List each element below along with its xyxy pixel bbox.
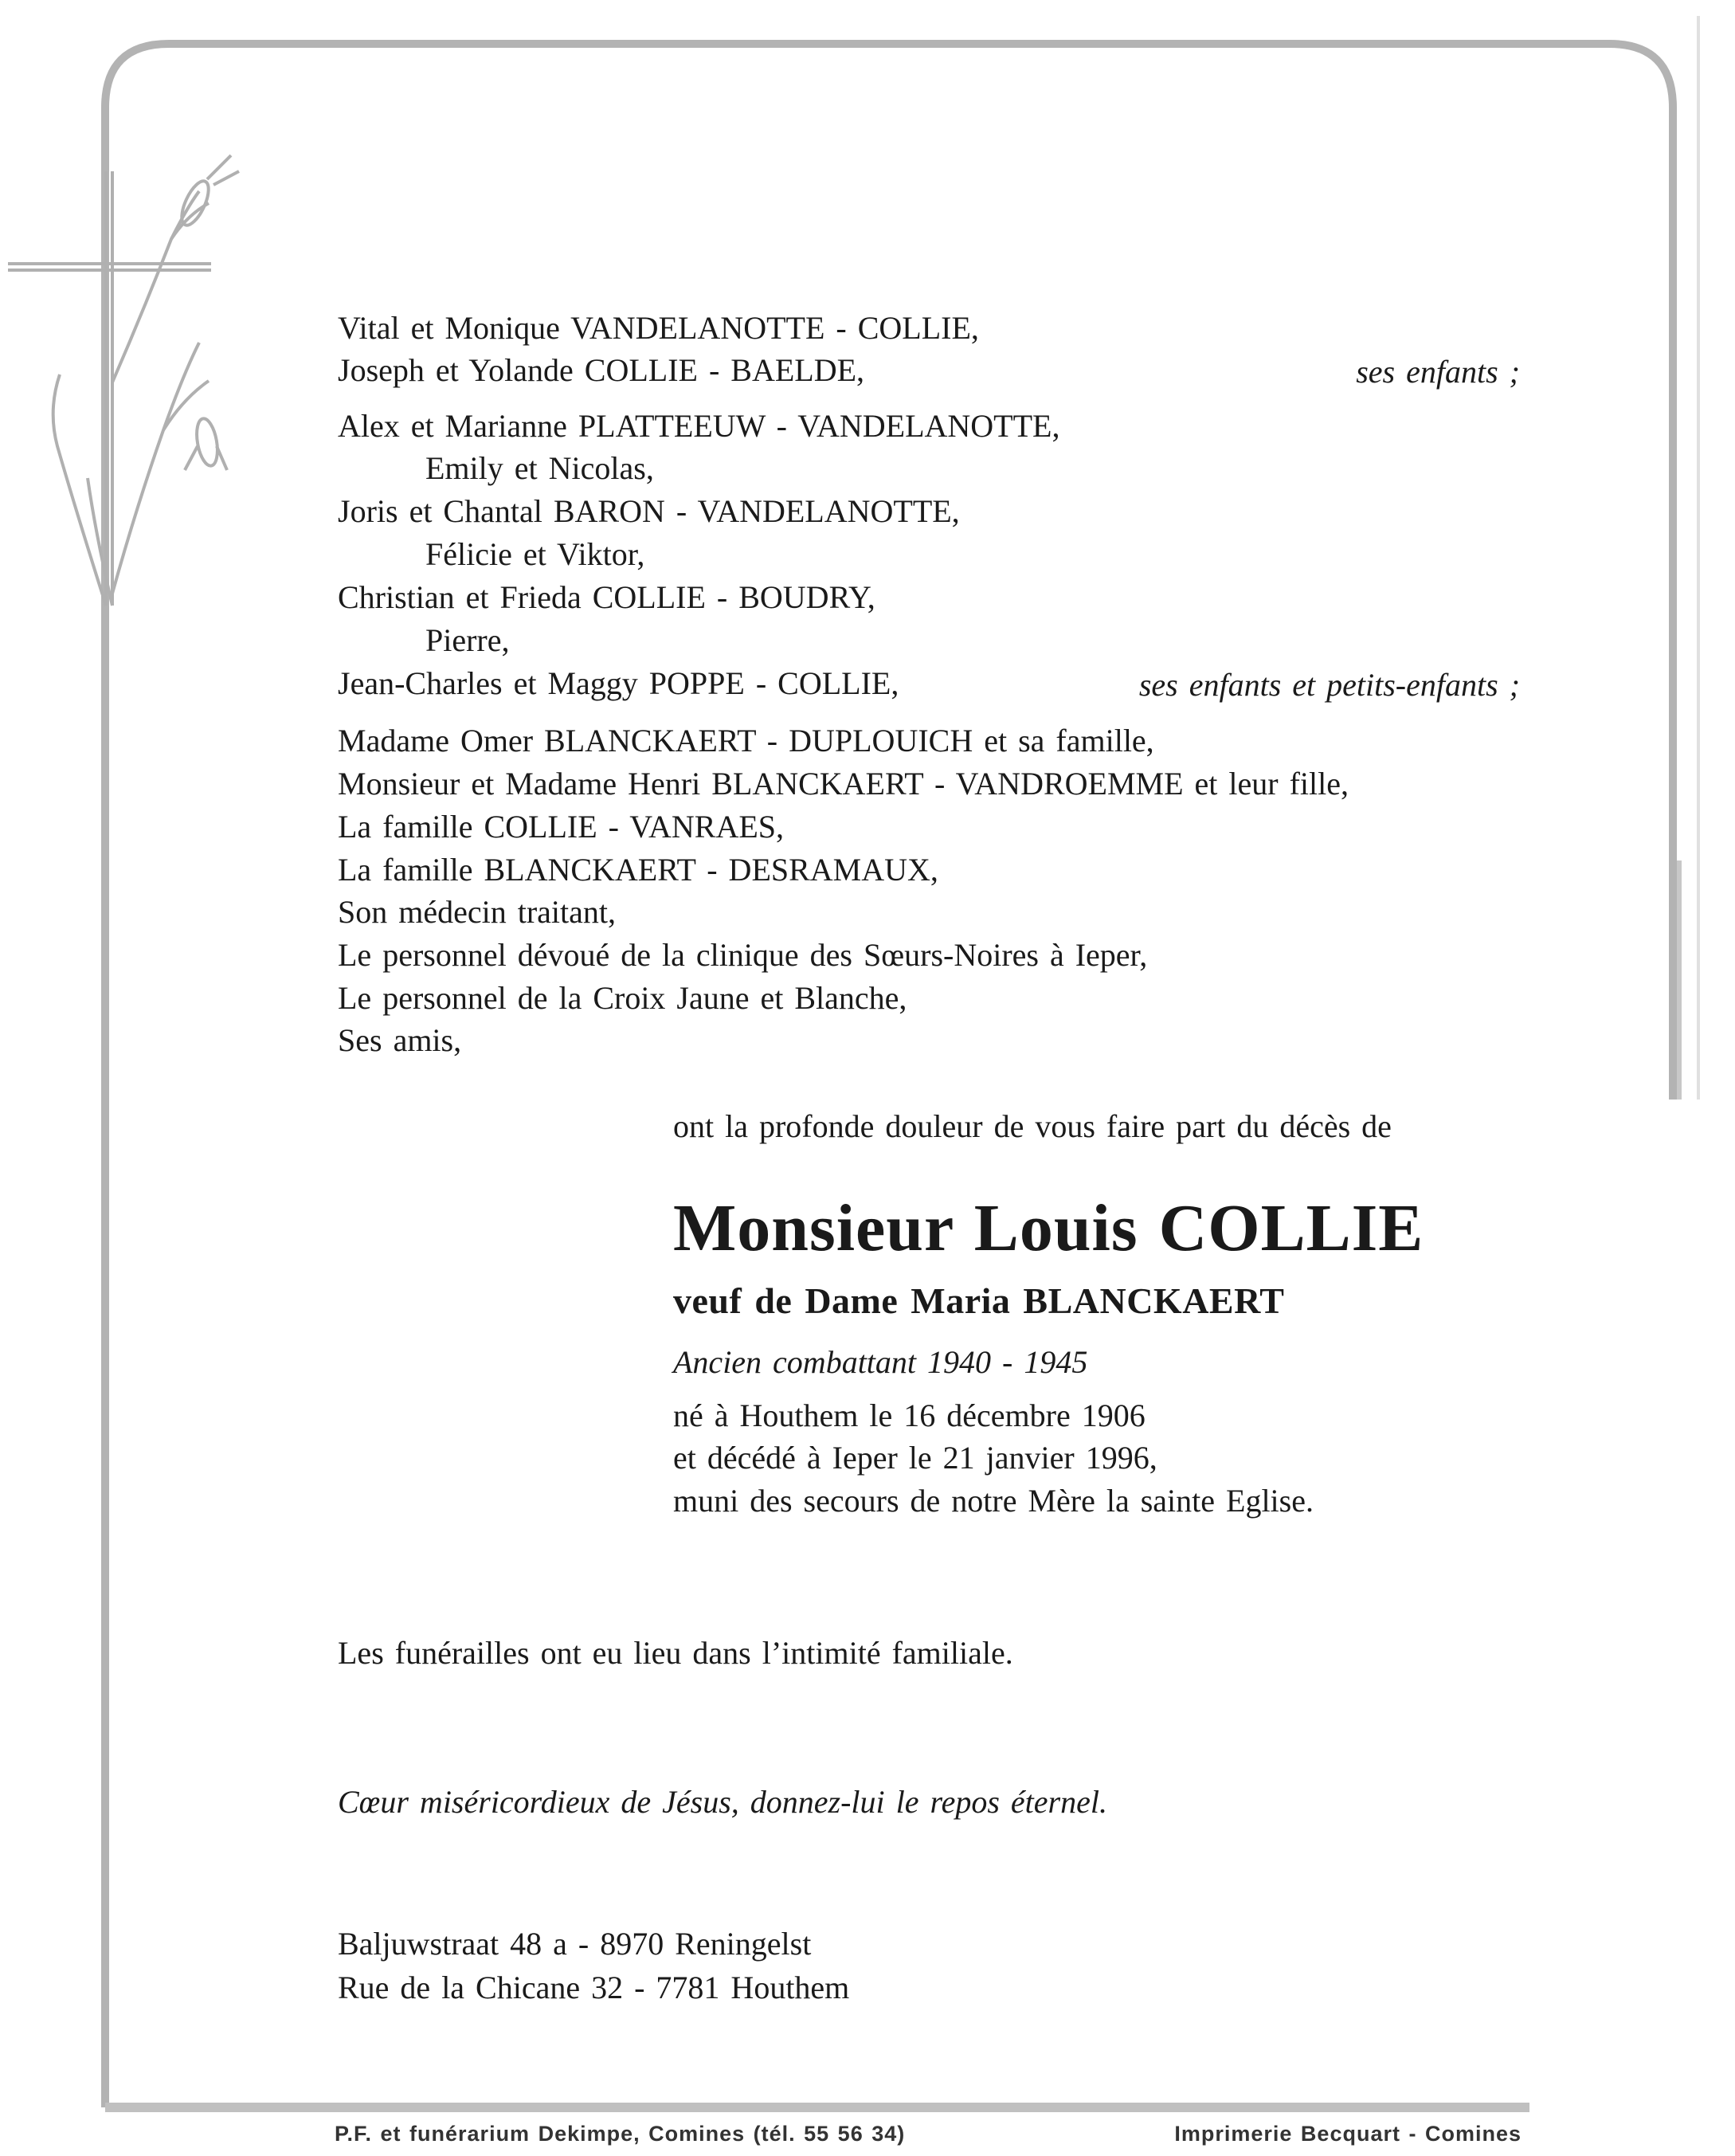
address-line: Baljuwstraat 48 a - 8970 Reningelst (338, 1926, 812, 1962)
family-line: Alex et Marianne PLATTEEUW - VANDELANOTTE, (338, 408, 1060, 444)
prayer-line: Cœur miséricordieux de Jésus, donnez-lui le repos éternel. (338, 1784, 1107, 1820)
family-line: Félicie et Viktor, (425, 536, 645, 572)
family-line: Monsieur et Madame Henri BLANCKAERT - VANDROEMME et leur fille, (338, 766, 1349, 802)
relation-grandchildren: ses enfants et petits-enfants ; (1138, 667, 1520, 703)
veteran-line: Ancien combattant 1940 - 1945 (673, 1344, 1088, 1380)
family-line: Ses amis, (338, 1022, 462, 1058)
family-line: La famille BLANCKAERT - DESRAMAUX, (338, 852, 938, 888)
cross-wheat-icon (8, 155, 239, 606)
widower-line: veuf de Dame Maria BLANCKAERT (673, 1280, 1285, 1321)
family-line: Joris et Chantal BARON - VANDELANOTTE, (338, 493, 960, 529)
announcement-text: ont la profonde douleur de vous faire part du décès de (673, 1108, 1392, 1144)
family-line: Le personnel dévoué de la clinique des Sœurs-Noires à Ieper, (338, 937, 1148, 973)
deceased-name: Monsieur Louis COLLIE (673, 1191, 1424, 1265)
family-line: Jean-Charles et Maggy POPPE - COLLIE, (338, 665, 899, 701)
death-line: et décédé à Ieper le 21 janvier 1996, (673, 1440, 1157, 1476)
address-line: Rue de la Chicane 32 - 7781 Houthem (338, 1970, 850, 2005)
footer-printer: Imprimerie Becquart - Comines (1174, 2122, 1522, 2146)
family-line: Pierre, (425, 622, 510, 658)
relation-children: ses enfants ; (1356, 354, 1520, 390)
family-line: Vital et Monique VANDELANOTTE - COLLIE, (338, 310, 979, 346)
funeral-note: Les funérailles ont eu lieu dans l’intimité familiale. (338, 1635, 1013, 1671)
footer-funeral-home: P.F. et funérarium Dekimpe, Comines (tél. 55 56 34) (335, 2122, 906, 2146)
family-line: Christian et Frieda COLLIE - BOUDRY, (338, 579, 875, 615)
family-line: Emily et Nicolas, (425, 450, 654, 486)
family-line: Le personnel de la Croix Jaune et Blanche, (338, 980, 907, 1016)
family-line: Madame Omer BLANCKAERT - DUPLOUICH et sa famille, (338, 723, 1154, 759)
family-line: La famille COLLIE - VANRAES, (338, 809, 785, 845)
family-line: Joseph et Yolande COLLIE - BAELDE, (338, 352, 865, 388)
family-line: Son médecin traitant, (338, 894, 617, 930)
sacraments-line: muni des secours de notre Mère la sainte Eglise. (673, 1483, 1314, 1519)
birth-line: né à Houthem le 16 décembre 1906 (673, 1397, 1146, 1433)
